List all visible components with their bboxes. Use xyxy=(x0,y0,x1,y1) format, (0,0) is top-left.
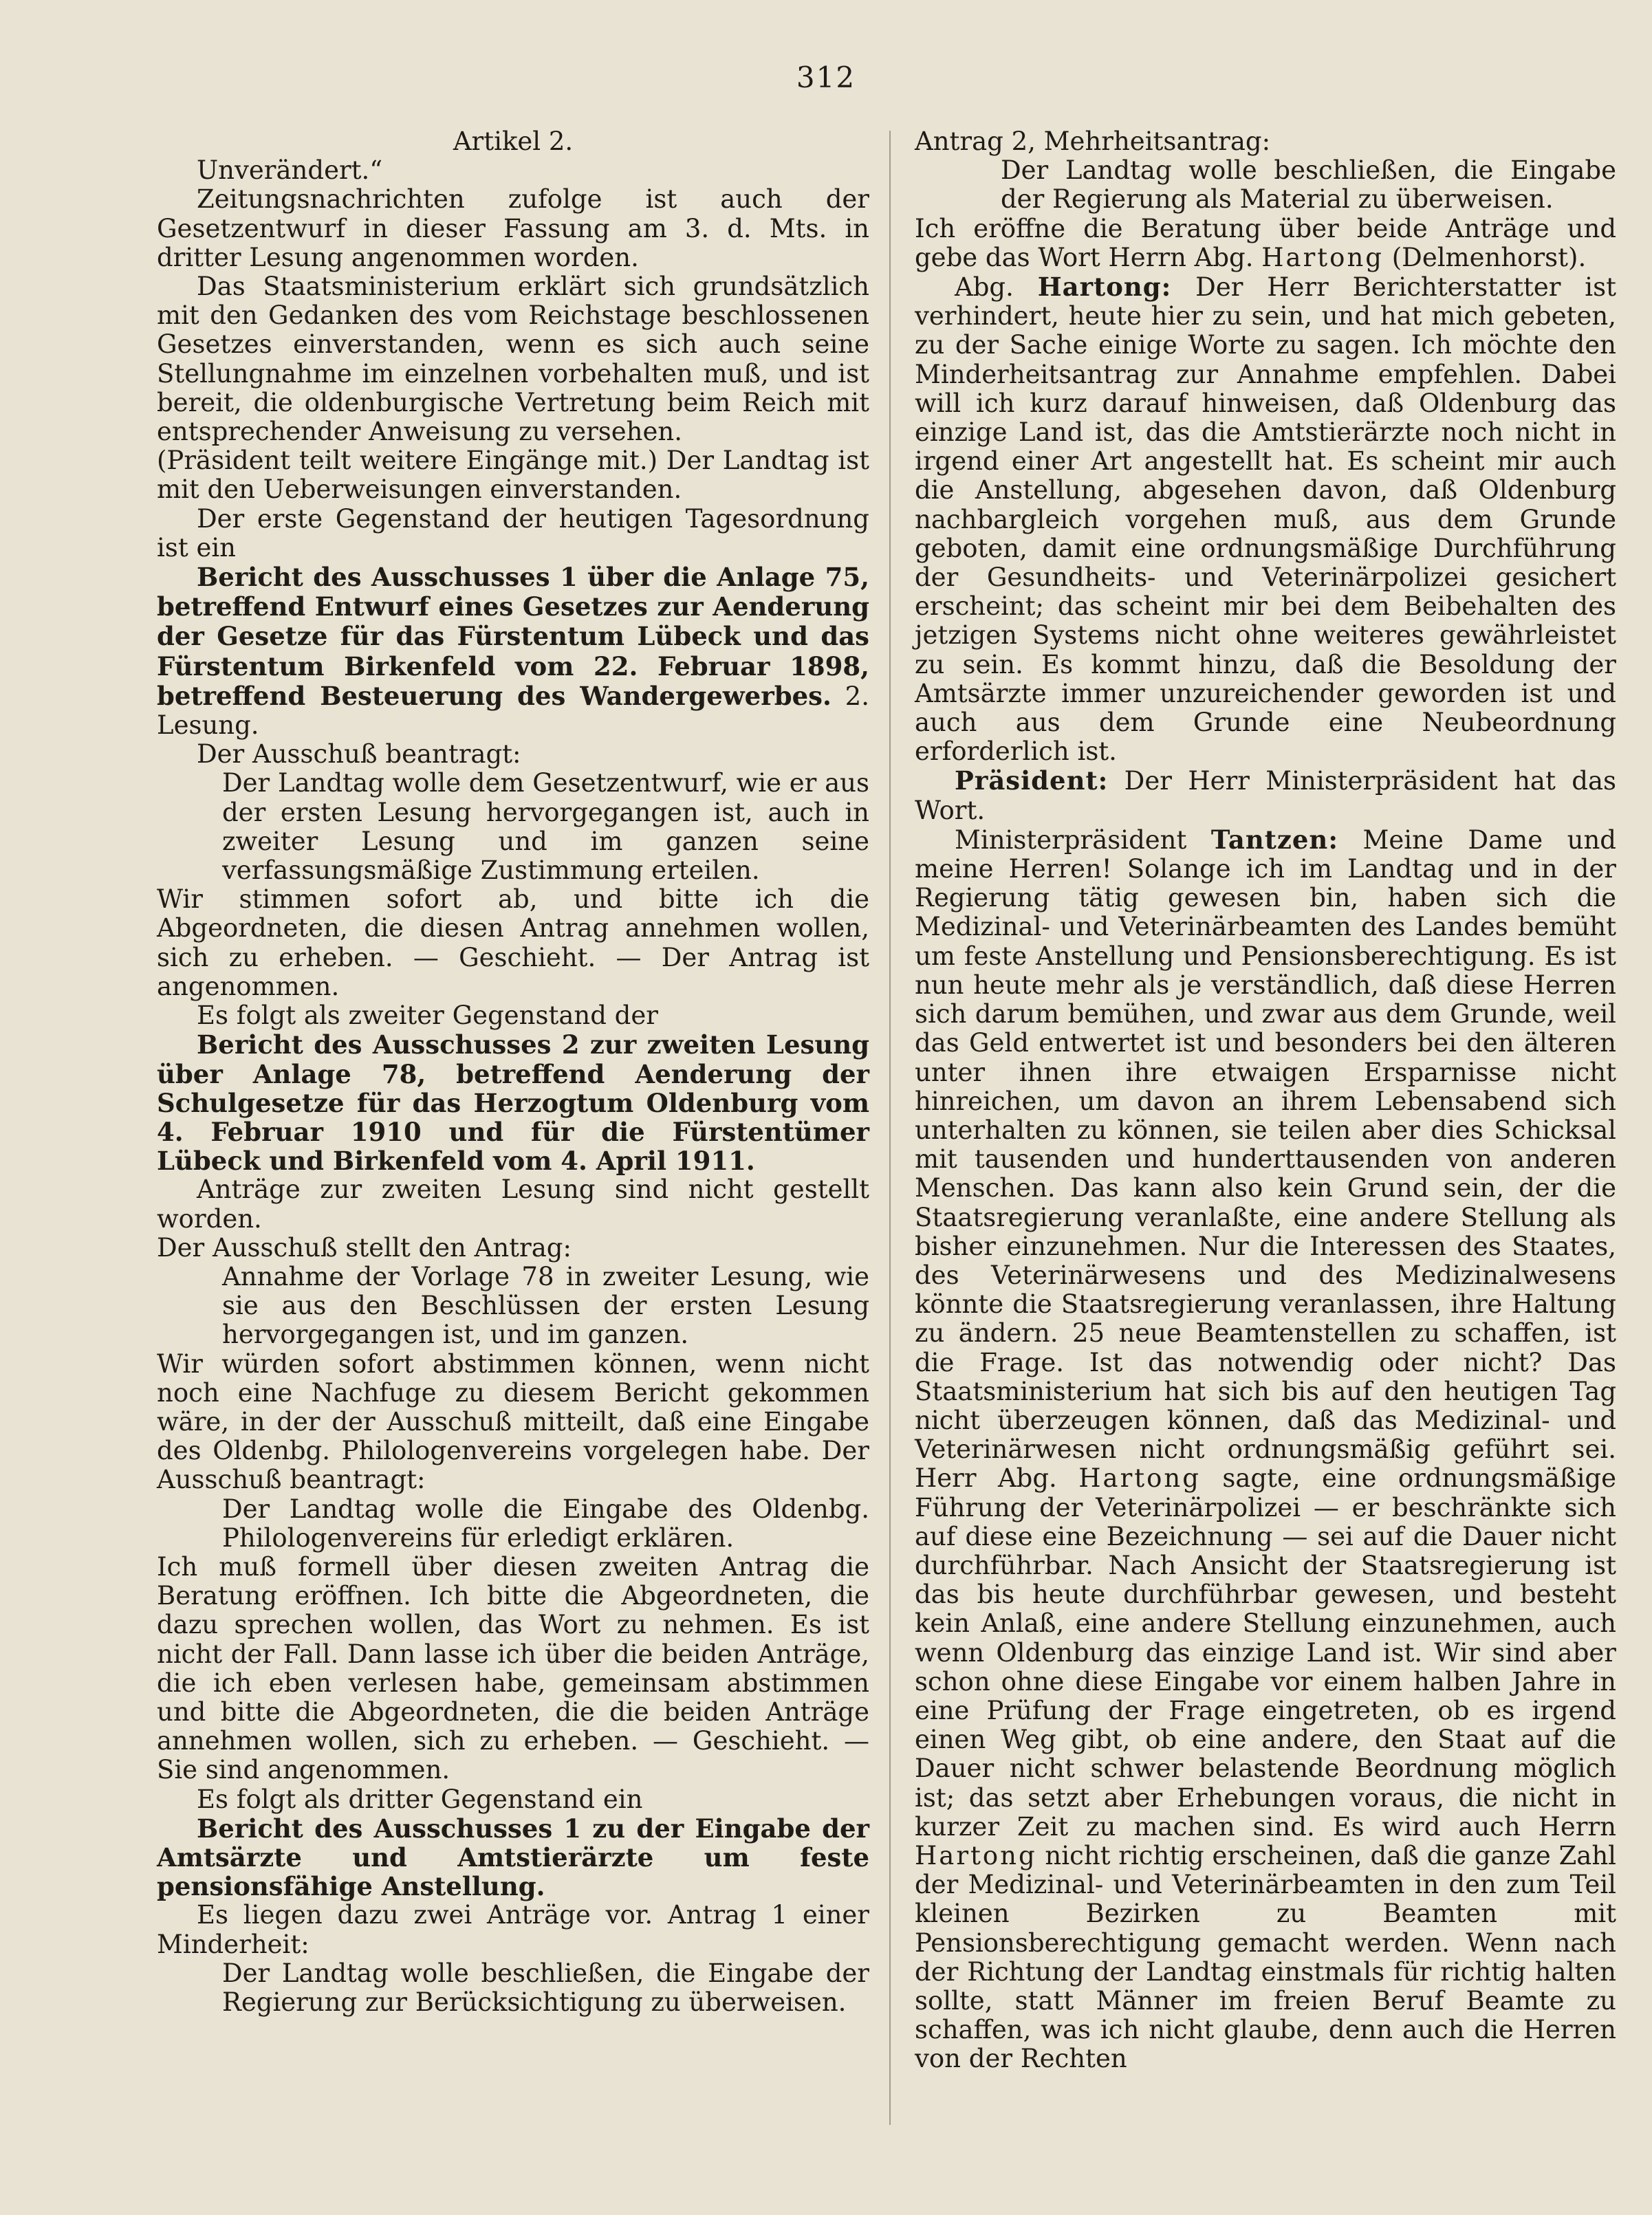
speaker-name-hartong: Hartong: xyxy=(1037,272,1172,303)
speaker-prefix-mp: Ministerpräsident xyxy=(955,825,1211,855)
paragraph-antrag-2: Antrag 2, Mehrheitsantrag: xyxy=(915,127,1271,156)
speech-tantzen-text: Meine Dame und meine Herren! Solange ich im Landtag und in der Regierung tätig gewesen bin, haben sich die Medizinal- und Veterinärbeamten des Landes bemüht um feste Anstellung und Pensionsberechtigung. Es ist nun heute mehr als je verständlich, daß diese Herren sich darum bemühen, und zwar aus dem Grunde, weil das Geld entwertet ist und besonders bei den älteren unter ihnen ihre etwaigen Ersparnisse nicht hinreichen, um davon an ihrem Lebensabend sich unterhalten zu können, sie teilen aber dies Schicksal mit tausenden und hunderttausenden von anderen Menschen. Das kann also kein Grund sein, der die Staatsregierung veranlaßte, eine andere Stellung als bisher einzunehmen. Nur die Interessen des Staates, des Veterinärwesens und des Medizinalwesens könnte die Staatsregierung veranlassen, ihre Haltung zu ändern. 25 neue Beamtenstellen zu schaffen, ist die Frage. Ist das notwendig oder nicht? Das Staatsministerium hat sich bis auf den heutigen Tag nicht überzeugen können, daß das Medizinal- und Veterinärwesen nicht ordnungsmäßig geführt sei. Herr Abg. xyxy=(915,825,1616,1494)
eroeffne-name: Hartong xyxy=(1261,242,1384,272)
motion-quote-4: Der Landtag wolle beschließen, die Eingabe der Regierung zur Berücksichtigung zu überweisen. xyxy=(222,1958,869,2017)
eroeffne-suffix: (Delmenhorst). xyxy=(1383,242,1587,272)
speech-tantzen-end: nicht richtig erscheinen, daß die ganze Zahl der Medizinal- und Veterinärbeamten in den zum Teil kleinen Bezirken zu Beamten mit Pensionsberechtigung gemacht werden. Wenn nach der Richtung der Landtag einstmals für richtig halten sollte, statt Männer im freien Beruf Beamte zu schaffen, was ich nicht glaube, denn auch die Herren von der Rechten xyxy=(915,1840,1616,2074)
agenda-item-1 xyxy=(157,563,869,740)
motion-quote-1: Der Landtag wolle dem Gesetzentwurf, wie er aus der ersten Lesung hervorgegangen ist, auch in zweiter Lesung und im ganzen seine verfassungsmäßige Zustimmung erteilen. xyxy=(222,768,869,886)
page-number: 312 xyxy=(796,61,856,94)
motion-quote-2: Annahme der Vorlage 78 in zweiter Lesung, wie sie aus den Beschlüssen der ersten Lesung hervorgegangen ist, und im ganzen. xyxy=(222,1261,869,1350)
paragraph-praesident-eingaenge: (Präsident teilt weitere Eingänge mit.) Der Landtag ist mit den Ueberweisungen einverstanden. xyxy=(157,446,869,505)
paragraph-zweiter-gegenstand: Es folgt als zweiter Gegenstand der xyxy=(197,1001,658,1031)
paragraph-erster-gegenstand: Der erste Gegenstand der heutigen Tagesordnung ist ein xyxy=(157,503,869,563)
speech-praesident xyxy=(915,766,1616,825)
paragraph-staatsministerium: Das Staatsministerium erklärt sich grundsätzlich mit den Gedanken des vom Reichstage beschlossenen Gesetzes einverstanden, wenn es sich auch seine Stellungnahme im einzelnen vorbehalten muß, und ist bereit, die oldenburgische Vertretung beim Reich mit entsprechender Anweisung zu versehen. xyxy=(157,272,869,447)
speech-hartong-text: Der Herr Berichterstatter ist verhindert, heute hier zu sein, und hat mich gebeten, zu der Sache einige Worte zu sagen. Ich möchte den Minderheitsantrag zur Annahme empfehlen. Dabei will ich kurz darauf hinweisen, daß Oldenburg das einzige Land ist, das die Amtstierärzte noch nicht in irgend einer Art angestellt hat. Es scheint mir auch die Anstellung, abgesehen davon, daß Oldenburg nachbargleich vorgehen muß, aus dem Grunde geboten, damit eine ordnungsmäßige Durchführung der Gesundheits- und Veterinärpolizei gesichert erscheint; das scheint mir bei dem Beibehalten des jetzigen Systems nicht ohne weiteres gewährleistet zu sein. Es kommt hinzu, daß die Besoldung der Amtsärzte immer unzureichender geworden ist und auch aus dem Grunde eine Neubeordnung erforderlich ist. xyxy=(915,272,1616,767)
speech-tantzen-cont: sagte, eine ordnungsmäßige Führung der Veterinärpolizei — er beschränkte sich auf diese eine Bezeichnung — sei auf die Dauer nicht durchführbar. Nach Ansicht der Staatsregierung ist das bis heute durchführbar gewesen, und besteht kein Anlaß, eine andere Stellung einzunehmen, auch wenn Oldenburg das einzige Land ist. Wir sind aber schon ohne diese Eingabe vor einem halben Jahre in eine Prüfung der Frage eingetreten, ob es irgend einen Weg gibt, ob eine andere, den Staat auf die Dauer nicht schwer belastende Beordnung möglich ist; das setzt aber Erhebungen voraus, die nicht in kurzer Zeit zu machen sind. Es wird auch Herrn xyxy=(915,1463,1616,1842)
speech-praesident-text: Der Herr Ministerpräsident hat das Wort. xyxy=(915,766,1616,825)
agenda-item-3: Bericht des Ausschusses 1 zu der Eingabe der Amtsärzte und Amtstierärzte um feste pensionsfähige Anstellung. xyxy=(157,1813,869,1902)
article-heading: Artikel 2. xyxy=(453,127,574,156)
speech-hartong xyxy=(915,272,1616,766)
right-column xyxy=(915,127,1616,2074)
agenda-item-1-suffix: 2. Lesung. xyxy=(157,681,869,741)
paragraph-formell: Ich muß formell über diesen zweiten Antrag die Beratung eröffnen. Ich bitte die Abgeordneten, die dazu sprechen wollen, das Wort zu nehmen. Es ist nicht der Fall. Dann lasse ich über die beiden Anträge, die ich eben verlesen habe, gemeinsam abstimmen und bitte die Abgeordneten, die die beiden Anträge annehmen wollen, sich zu erheben. — Geschieht. — Sie sind angenommen. xyxy=(157,1551,869,1785)
paragraph-zwei-antraege: Es liegen dazu zwei Anträge vor. Antrag 1 einer Minderheit: xyxy=(157,1900,869,1959)
left-column xyxy=(157,127,869,2017)
speaker-name-praesident: Präsident: xyxy=(955,765,1109,796)
speech-tantzen-name-ref-2: Hartong xyxy=(915,1840,1037,1870)
eroeffne-text: Ich eröffne die Beratung über beide Anträge und gebe das Wort Herrn Abg. xyxy=(915,213,1616,272)
paragraph-unveraendert: Unverändert.“ xyxy=(197,155,383,186)
paragraph-eroeffne xyxy=(915,215,1616,272)
speaker-name-tantzen: Tantzen: xyxy=(1210,824,1338,855)
paragraph-abstimmen: Wir würden sofort abstimmen können, wenn nicht noch eine Nachfuge zu diesem Bericht gekommen wäre, in der der Ausschuß mitteilt, daß eine Eingabe des Oldenbg. Philologenvereins vorgelegen habe. Der Ausschuß beantragt: xyxy=(157,1349,869,1495)
paragraph-zeitungsnachrichten: Zeitungsnachrichten zufolge ist auch der Gesetzentwurf in dieser Fassung am 3. d. Mts. in dritter Lesung angenommen worden. xyxy=(157,184,869,272)
speech-tantzen xyxy=(915,825,1616,2074)
paragraph-ausschuss-stellt: Der Ausschuß stellt den Antrag: xyxy=(157,1232,572,1263)
speech-tantzen-name-ref: Hartong xyxy=(1078,1463,1201,1494)
agenda-item-2: Bericht des Ausschusses 2 zur zweiten Lesung über Anlage 78, betreffend Aenderung der Schulgesetze für das Herzogtum Oldenburg vom 4. Februar 1910 und für die Fürstentümer Lübeck und Birkenfeld vom 4. April 1911. xyxy=(157,1029,869,1177)
motion-quote-5: Der Landtag wolle beschließen, die Eingabe der Regierung als Material zu überweisen. xyxy=(1001,155,1616,215)
paragraph-abstimmung-1: Wir stimmen sofort ab, und bitte ich die Abgeordneten, die diesen Antrag annehmen wollen, sich zu erheben. — Geschieht. — Der Antrag ist angenommen. xyxy=(157,884,869,1001)
paragraph-antraege-zweite-lesung: Anträge zur zweiten Lesung sind nicht gestellt worden. xyxy=(157,1175,869,1234)
speaker-prefix: Abg. xyxy=(955,272,1038,303)
paragraph-dritter-gegenstand: Es folgt als dritter Gegenstand ein xyxy=(197,1784,643,1814)
paragraph-ausschuss-beantragt: Der Ausschuß beantragt: xyxy=(197,739,521,770)
column-divider xyxy=(889,131,891,2125)
motion-quote-3: Der Landtag wolle die Eingabe des Oldenbg. Philologenvereins für erledigt erklären. xyxy=(222,1494,869,1553)
agenda-item-1-title: Bericht des Ausschusses 1 über die Anlage 75, betreffend Entwurf eines Gesetzes zur Aenderung der Gesetze für das Fürstentum Lübeck und das Fürstentum Birkenfeld vom 22. Februar 1898, betreffend Besteuerung des Wandergewerbes. xyxy=(157,562,869,711)
